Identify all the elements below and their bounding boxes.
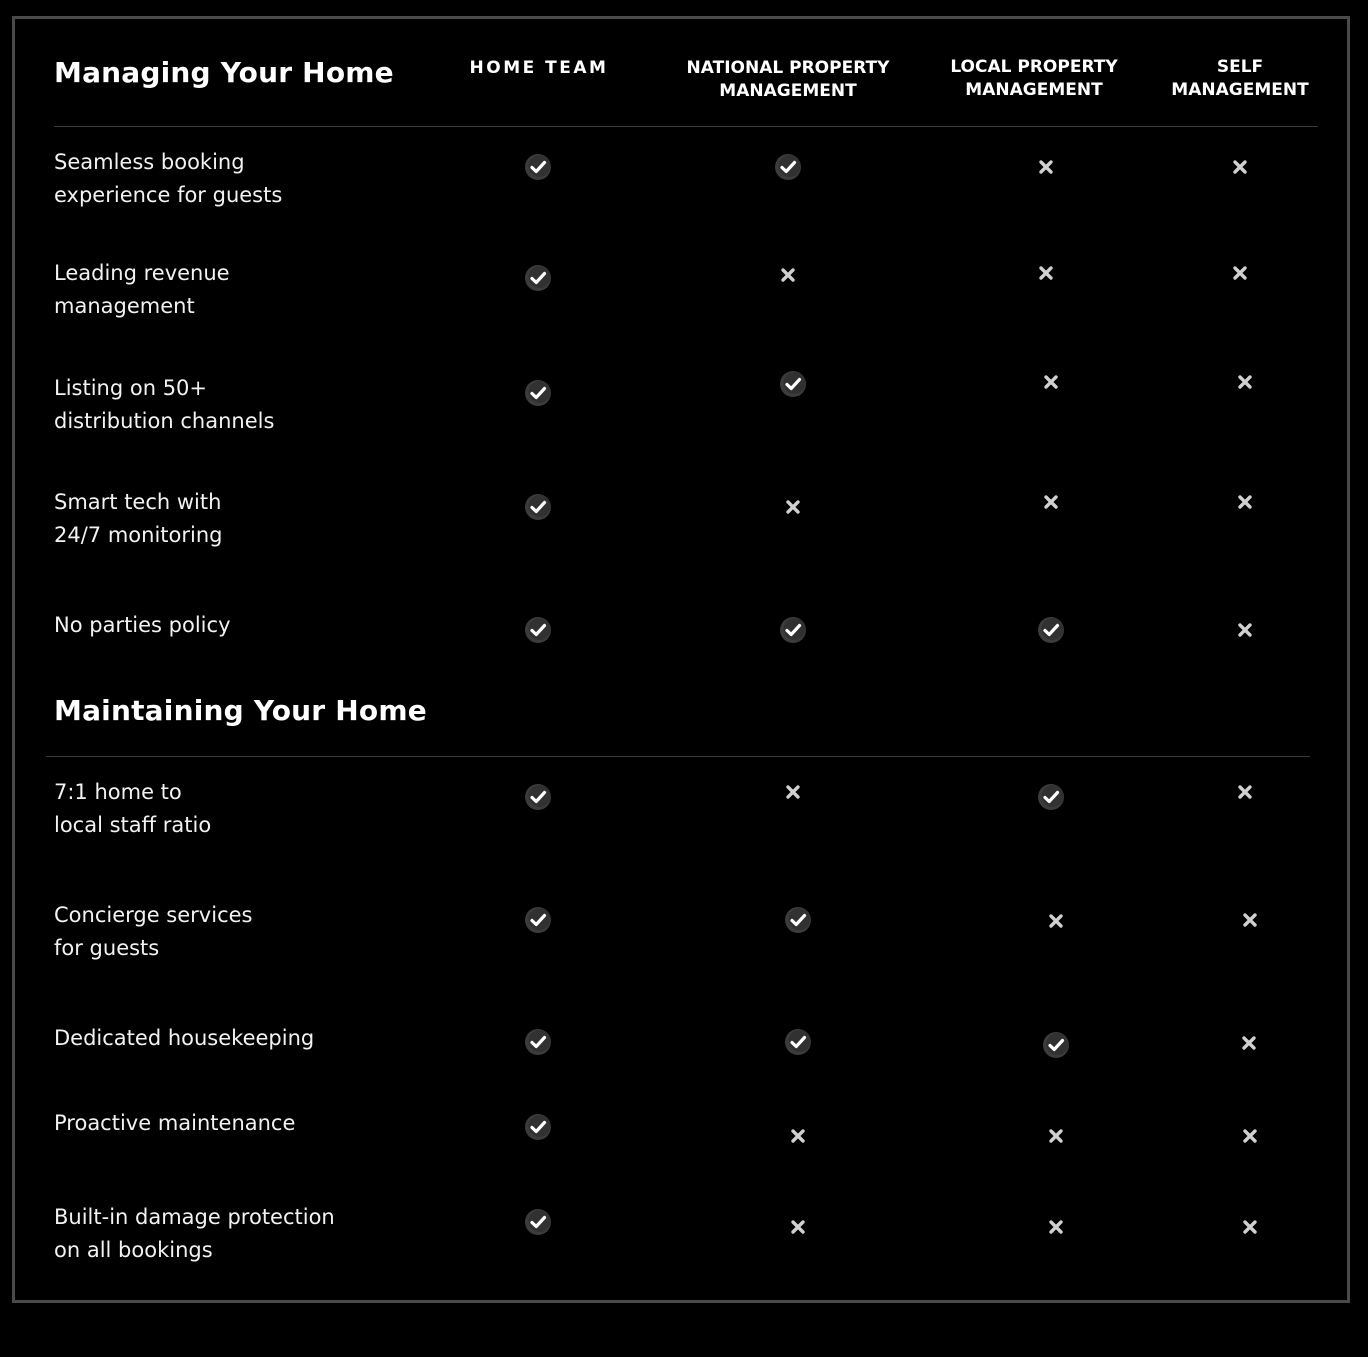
cross-icon	[779, 778, 807, 806]
row-label: Proactive maintenance	[54, 1111, 296, 1135]
check-icon	[524, 1028, 552, 1056]
cross-icon	[1032, 259, 1060, 287]
cross-icon	[1226, 259, 1254, 287]
cross-icon	[1032, 153, 1060, 181]
check-icon	[774, 153, 802, 181]
check-icon	[524, 616, 552, 644]
cross-icon	[1231, 616, 1259, 644]
row-label: Smart tech with 24/7 monitoring	[54, 490, 223, 547]
check-icon	[1037, 783, 1065, 811]
cross-icon	[779, 493, 807, 521]
row-label: Built-in damage protection on all bookings	[54, 1205, 335, 1262]
check-icon	[524, 1113, 552, 1141]
cross-icon	[784, 1213, 812, 1241]
column-header-home-team: HOME TEAM	[469, 58, 609, 78]
check-icon	[524, 379, 552, 407]
cross-icon	[1236, 1213, 1264, 1241]
check-icon	[524, 153, 552, 181]
cross-icon	[1042, 1122, 1070, 1150]
header-divider	[54, 126, 1318, 127]
section-divider	[46, 756, 1310, 757]
check-icon	[524, 906, 552, 934]
row-label: Concierge services for guests	[54, 903, 253, 960]
check-icon	[784, 1028, 812, 1056]
row-label: Leading revenue management	[54, 261, 230, 318]
column-header-national-property-management: NATIONAL PROPERTY MANAGEMENT	[686, 58, 890, 101]
check-icon	[1042, 1031, 1070, 1059]
check-icon	[524, 1208, 552, 1236]
cross-icon	[1226, 153, 1254, 181]
row-label: Seamless booking experience for guests	[54, 150, 283, 207]
section-title-managing: Managing Your Home	[54, 56, 394, 89]
cross-icon	[1236, 1122, 1264, 1150]
check-icon	[779, 616, 807, 644]
row-label: 7:1 home to local staff ratio	[54, 780, 212, 837]
row-label: Dedicated housekeeping	[54, 1026, 315, 1050]
cross-icon	[1235, 1029, 1263, 1057]
row-label: Listing on 50+ distribution channels	[54, 376, 275, 433]
cross-icon	[1042, 1213, 1070, 1241]
section-title-maintaining: Maintaining Your Home	[54, 694, 427, 727]
cross-icon	[1231, 368, 1259, 396]
check-icon	[779, 370, 807, 398]
column-header-local-property-management: LOCAL PROPERTY MANAGEMENT	[950, 57, 1118, 100]
check-icon	[524, 264, 552, 292]
cross-icon	[784, 1122, 812, 1150]
check-icon	[1037, 616, 1065, 644]
cross-icon	[1236, 906, 1264, 934]
cross-icon	[1037, 488, 1065, 516]
cross-icon	[1231, 488, 1259, 516]
cross-icon	[1037, 368, 1065, 396]
row-label: No parties policy	[54, 613, 231, 637]
check-icon	[784, 906, 812, 934]
column-header-self-management: SELF MANAGEMENT	[1171, 57, 1309, 100]
cross-icon	[1042, 907, 1070, 935]
cross-icon	[774, 261, 802, 289]
cross-icon	[1231, 778, 1259, 806]
check-icon	[524, 493, 552, 521]
check-icon	[524, 783, 552, 811]
